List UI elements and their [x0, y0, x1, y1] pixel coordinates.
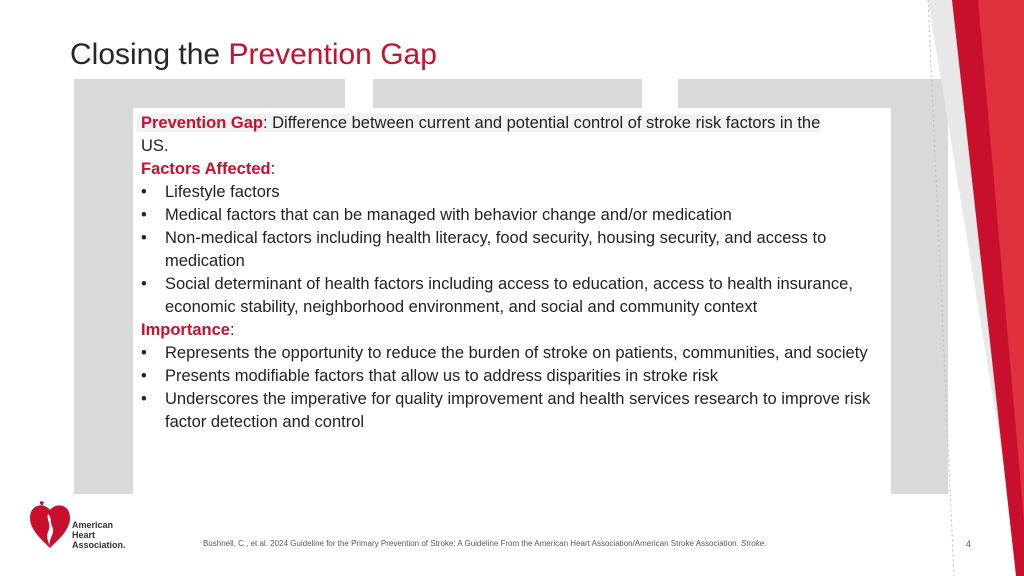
prevention-gap-definition [141, 112, 881, 135]
decorative-stripes [912, 0, 1024, 576]
prevention-gap-label: Prevention Gap [141, 114, 263, 132]
list-item: • Underscores the imperative for quality improvement and health services research to improve risk factor detection and control [141, 390, 871, 431]
importance-heading [141, 319, 881, 342]
importance-suffix: : [229, 321, 235, 339]
bullet-icon: • [141, 344, 147, 362]
prevention-gap-text-continued: US. [141, 137, 169, 155]
page-number: 4 [966, 539, 972, 549]
page-title [70, 38, 437, 72]
content-text [141, 112, 881, 434]
bullet-icon: • [141, 229, 147, 247]
prevention-gap-text: : Difference between current and potential control of stroke risk factors in the [262, 114, 821, 132]
list-item: • Presents modifiable factors that allow us to address disparities in stroke risk [141, 365, 881, 388]
importance-list [141, 342, 881, 434]
bullet-icon: • [141, 367, 147, 385]
list-item: • Non-medical factors including health literacy, food security, housing security, and access to medication [141, 229, 827, 270]
list-item: • Social determinant of health factors including access to education, access to health insurance, economic stability, neighborhood environment, and social and community context [141, 275, 853, 316]
factors-list [141, 181, 881, 319]
aha-logo-text: American Heart Association. [72, 520, 126, 550]
factors-label: Factors Affected [141, 160, 271, 178]
importance-label: Importance [141, 321, 230, 339]
list-item: • Represents the opportunity to reduce the burden of stroke on patients, communities, and society [141, 342, 881, 365]
bullet-icon: • [141, 183, 147, 201]
bullet-icon: • [141, 275, 147, 293]
list-item: • Lifestyle factors [141, 181, 881, 204]
bullet-icon: • [141, 390, 147, 408]
heart-torch-icon [30, 501, 70, 548]
title-prefix: Closing the [70, 38, 229, 71]
factors-heading [141, 158, 881, 181]
bullet-icon: • [141, 206, 147, 224]
title-accent: Prevention Gap [228, 38, 437, 71]
factors-suffix: : [270, 160, 276, 178]
list-item: • Medical factors that can be managed with behavior change and/or medication [141, 204, 881, 227]
citation: Bushnell, C., et al. 2024 Guideline for the Primary Prevention of Stroke: A Guideline From the American Heart Association/American Stroke Association. Stroke. [203, 539, 767, 548]
middle-gray-block [373, 79, 642, 108]
